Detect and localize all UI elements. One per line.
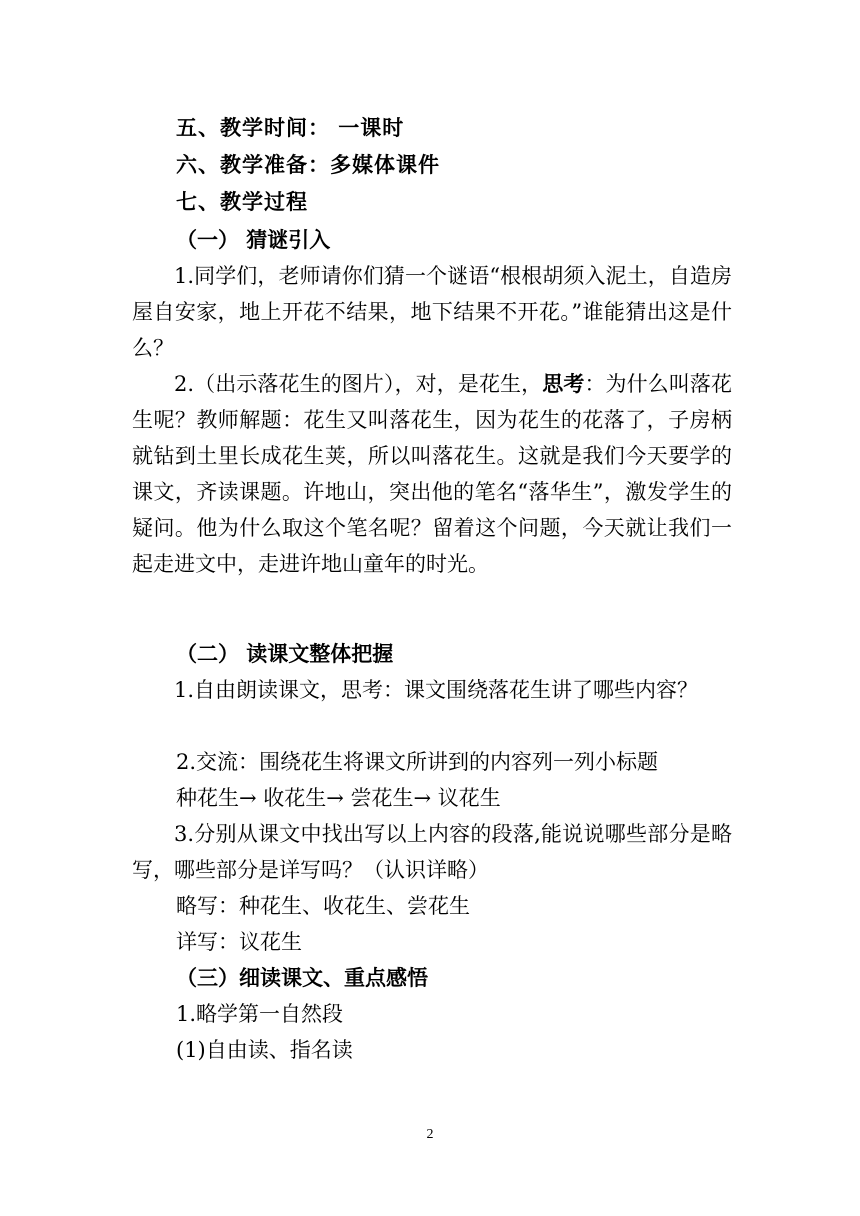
think-label: 思考 (542, 371, 585, 396)
part3-paragraph-1: 1.略学第一自然段 (176, 1002, 344, 1026)
part2-brief: 略写：种花生、收花生、尝花生 (176, 894, 470, 918)
part1-paragraph-2 (132, 366, 732, 582)
part1-p2-start: 2.（出示落花生的图片），对，是花生， (174, 372, 543, 396)
part3-title: （三）细读课文、重点感悟 (176, 966, 428, 990)
part3-paragraph-2: (1)自由读、指名读 (176, 1038, 353, 1062)
part1-p2-rest: ：为什么叫落花生呢？教师解题：花生又叫落花生，因为花生的花落了，子房柄就钻到土里长成花生荚，所以叫落花生。这就是我们今天要学的课文，齐读课题。许地山，突出他的笔名“落华生”，激发学生的疑问。他为什么取这个笔名呢？留着这个问题，今天就让我们一起走进文中，走进许地山童年的时光。 (132, 372, 733, 576)
section-teaching-process: 七、教学过程 (176, 190, 308, 214)
section-teaching-prep: 六、教学准备：多媒体课件 (176, 153, 440, 177)
part2-paragraph-1: 1.自由朗读课文，思考：课文围绕落花生讲了哪些内容？ (174, 678, 699, 702)
section-teaching-time: 五、教学时间： 一课时 (176, 116, 405, 140)
page-number: 2 (426, 1127, 434, 1142)
part2-paragraph-3: 3.分别从课文中找出写以上内容的段落,能说说哪些部分是略写，哪些部分是详写吗？（认识详略） (132, 822, 732, 882)
part2-flow: 种花生→ 收花生→ 尝花生→ 议花生 (176, 786, 501, 810)
part2-detail: 详写：议花生 (176, 930, 302, 954)
part1-paragraph-1: 1.同学们，老师请你们猜一个谜语“根根胡须入泥土，自造房屋自安家，地上开花不结果，地下结果不开花。”谁能猜出这是什么？ (132, 264, 732, 360)
part1-title: （一） 猜谜引入 (176, 228, 331, 252)
part2-paragraph-2: 2.交流：围绕花生将课文所讲到的内容列一列小标题 (176, 750, 659, 774)
part2-title: （二） 读课文整体把握 (176, 642, 394, 666)
